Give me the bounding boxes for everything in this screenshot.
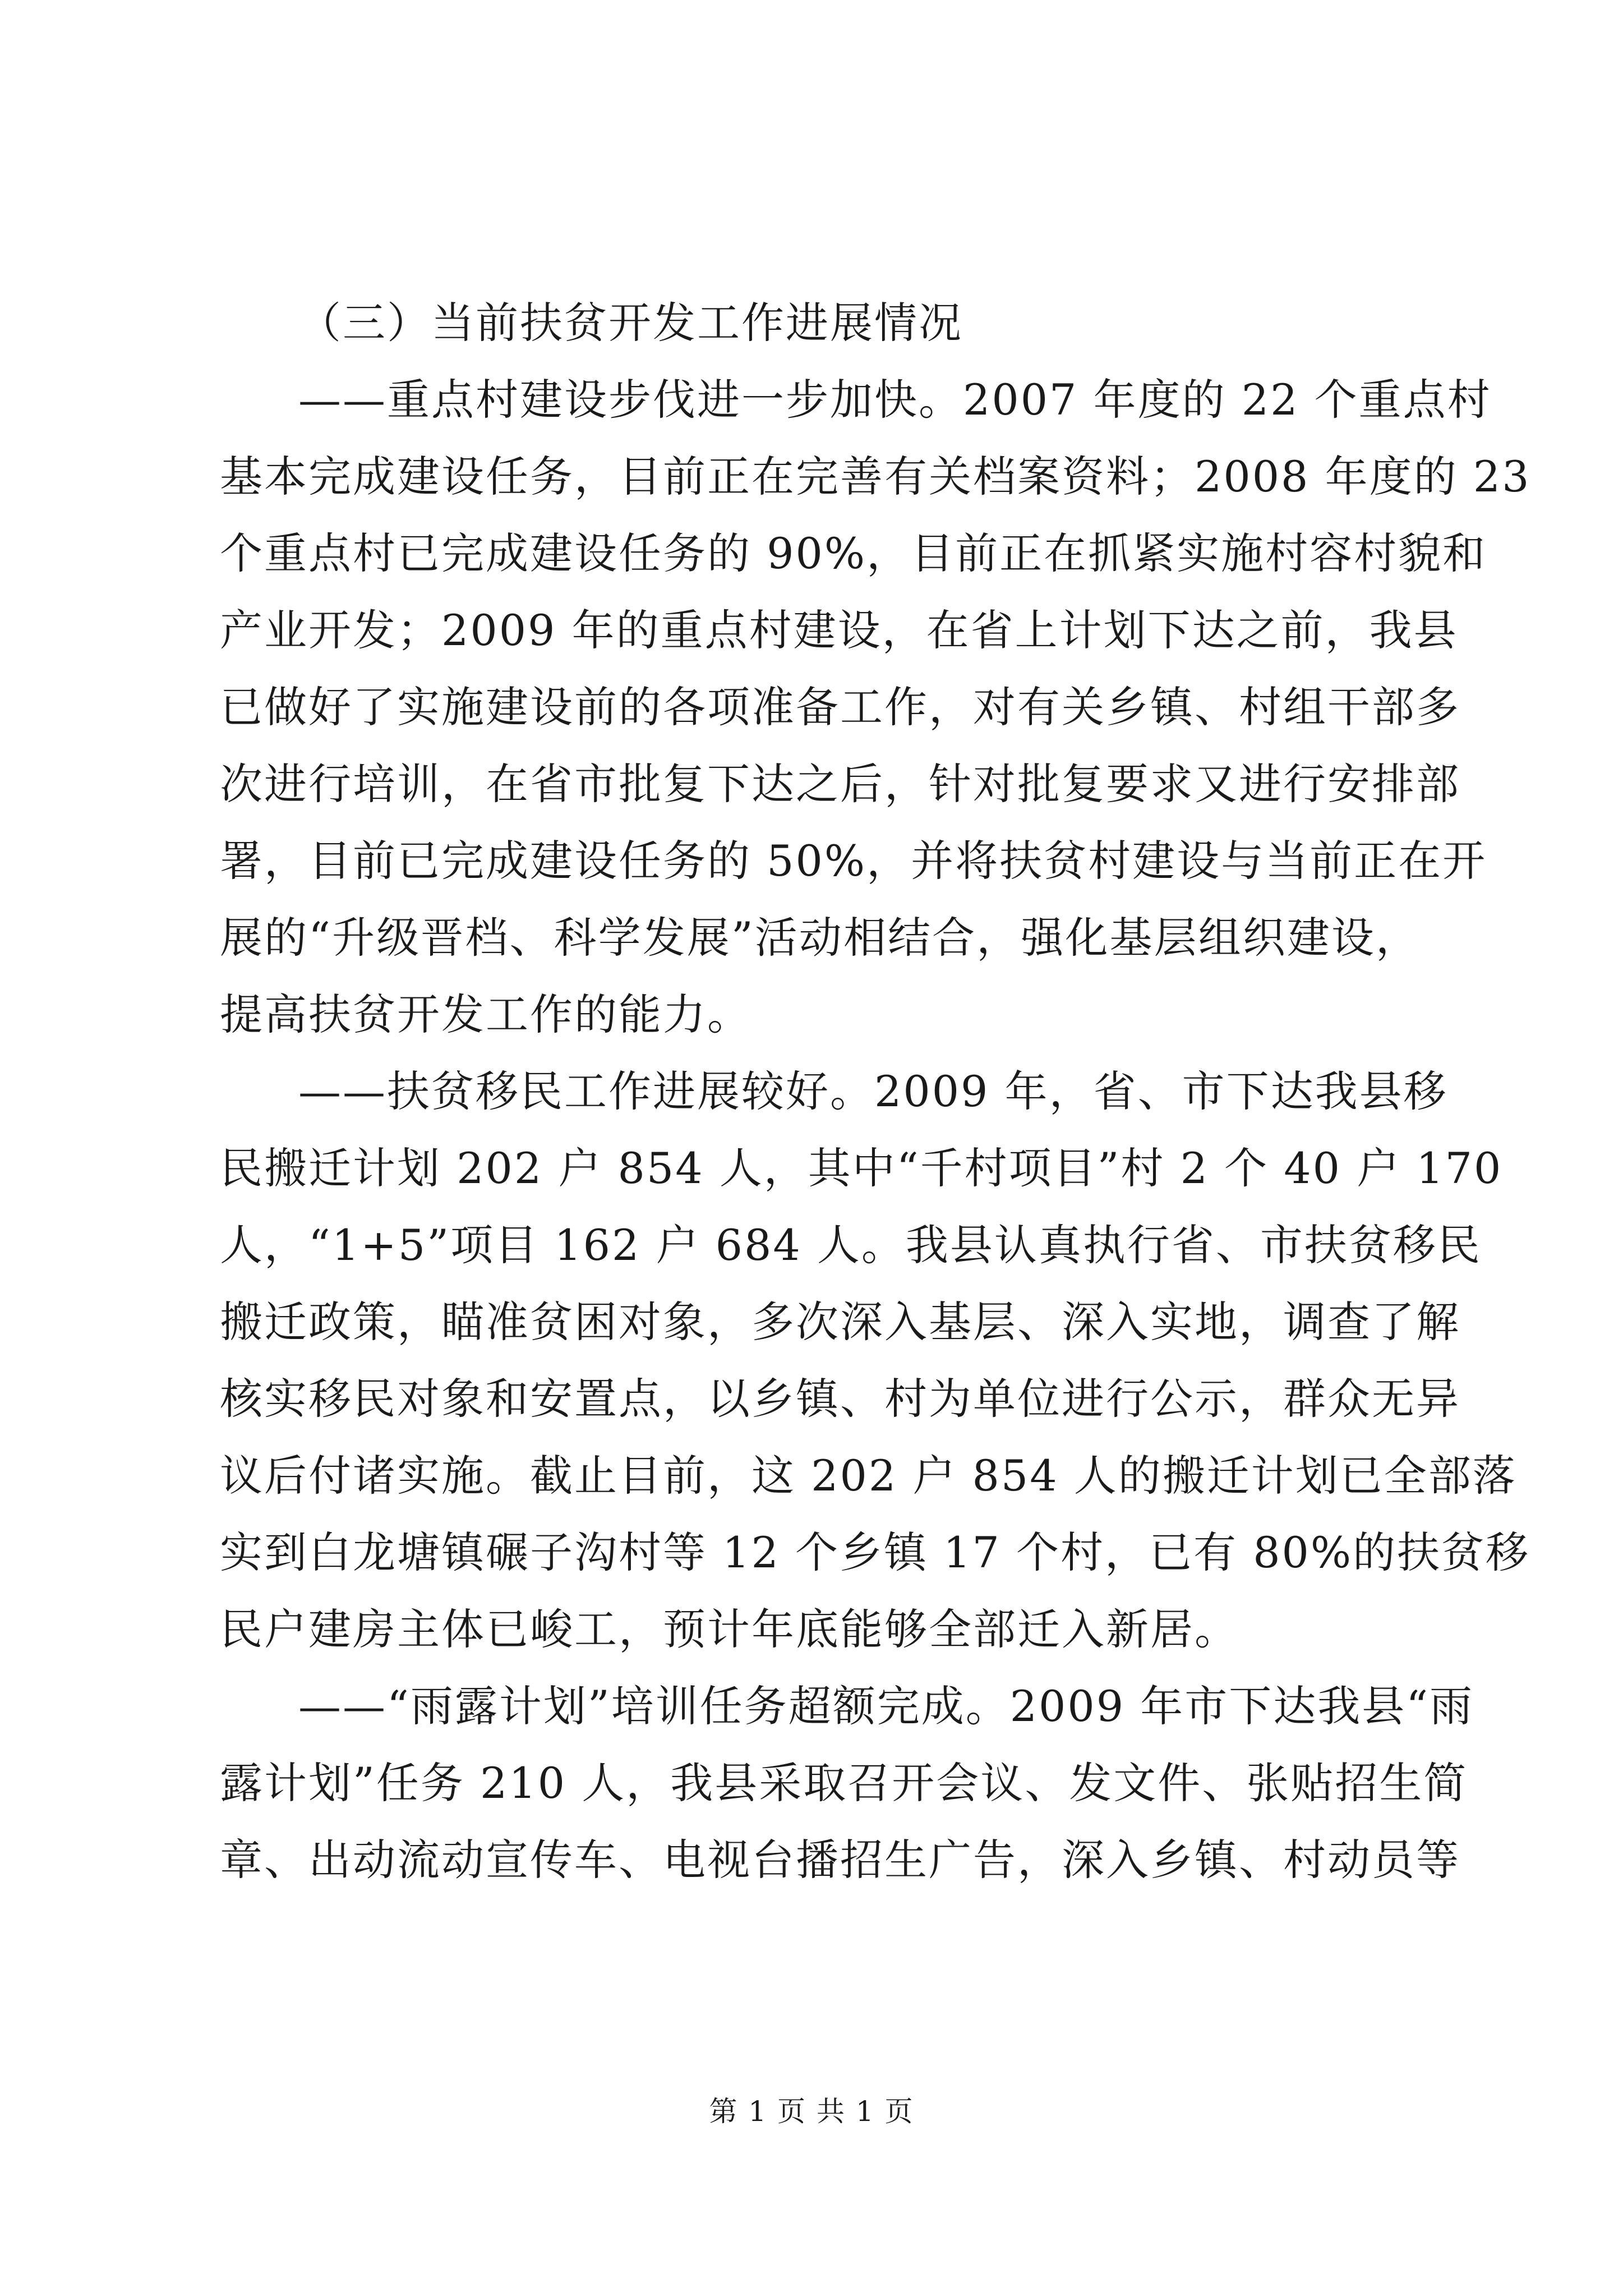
- paragraph-line: 已做好了实施建设前的各项准备工作，对有关乡镇、村组干部多: [220, 682, 1460, 732]
- paragraph-line: 核实移民对象和安置点，以乡镇、村为单位进行公示，群众无异: [220, 1374, 1460, 1424]
- paragraph-line: 民搬迁计划 202 户 854 人，其中“千村项目”村 2 个 40 户 170: [220, 1143, 1503, 1193]
- paragraph-line: 搬迁政策，瞄准贫困对象，多次深入基层、深入实地，调查了解: [220, 1297, 1460, 1347]
- paragraph-line: ——扶贫移民工作进展较好。2009 年，省、市下达我县移: [298, 1066, 1448, 1116]
- paragraph-line: 人，“1+5”项目 162 户 684 人。我县认真执行省、市扶贫移民: [220, 1220, 1482, 1270]
- section-heading: （三）当前扶贫开发工作进展情况: [298, 298, 963, 348]
- paragraph-line: 个重点村已完成建设任务的 90%，目前正在抓紧实施村容村貌和: [220, 528, 1487, 578]
- paragraph-line: 署，目前已完成建设任务的 50%，并将扶贫村建设与当前正在开: [220, 836, 1487, 886]
- paragraph-line: 露计划”任务 210 人，我县采取召开会议、发文件、张贴招生简: [220, 1758, 1468, 1808]
- paragraph-line: 次进行培训，在省市批复下达之后，针对批复要求又进行安排部: [220, 759, 1460, 809]
- paragraph-line: 产业开发；2009 年的重点村建设，在省上计划下达之前，我县: [220, 605, 1458, 655]
- paragraph-line: 议后付诸实施。截止目前，这 202 户 854 人的搬迁计划已全部落: [220, 1451, 1517, 1501]
- paragraph-line: ——“雨露计划”培训任务超额完成。2009 年市下达我县“雨: [298, 1681, 1474, 1731]
- paragraph-line: 基本完成建设任务，目前正在完善有关档案资料；2008 年度的 23: [220, 452, 1531, 501]
- paragraph-line: 实到白龙塘镇碾子沟村等 12 个乡镇 17 个村，已有 80%的扶贫移: [220, 1527, 1530, 1577]
- page-footer: 第 1 页 共 1 页: [709, 2095, 914, 2128]
- paragraph-line: 章、出动流动宣传车、电视台播招生广告，深入乡镇、村动员等: [220, 1835, 1460, 1885]
- paragraph-line: 民户建房主体已峻工，预计年底能够全部迁入新居。: [220, 1604, 1239, 1654]
- paragraph-line: 展的“升级晋档、科学发展”活动相结合，强化基层组织建设，: [220, 913, 1420, 963]
- paragraph-line: ——重点村建设步伐进一步加快。2007 年度的 22 个重点村: [298, 375, 1492, 425]
- paragraph-line: 提高扶贫开发工作的能力。: [220, 990, 751, 1039]
